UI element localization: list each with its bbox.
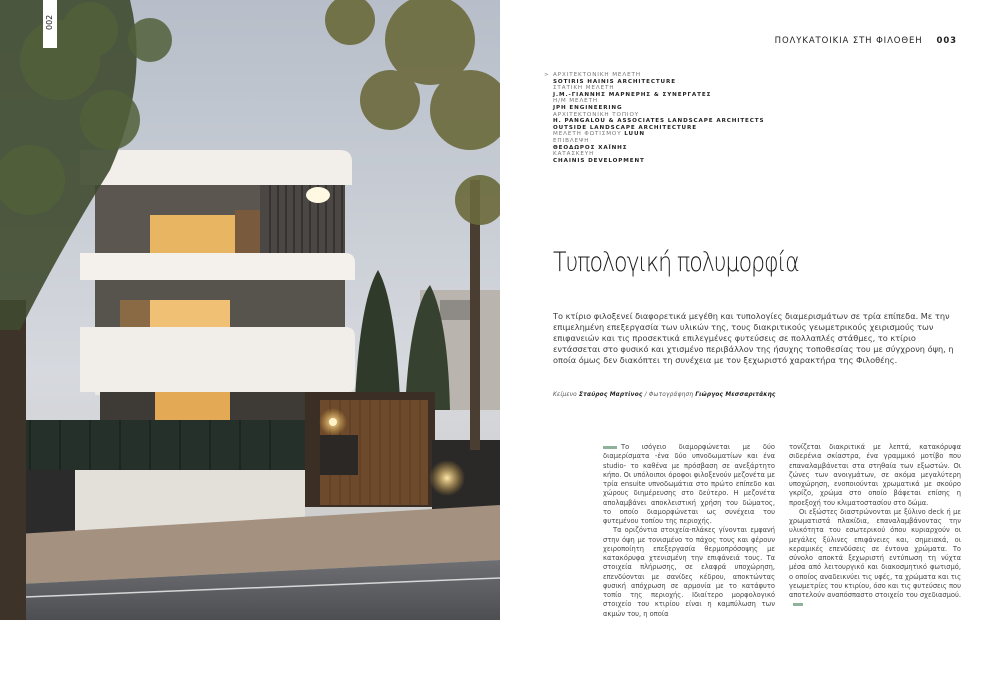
credit-name: SOTIRIS HAINIS ARCHITECTURE — [553, 78, 676, 85]
body-paragraph — [603, 443, 775, 526]
credit-name: LUUN — [624, 131, 645, 138]
building-photo-illustration — [0, 0, 500, 620]
left-page-number — [43, 0, 57, 48]
credit-name: J.M.-ΓΙΑΝΝΗΣ ΜΑΡΝΕΡΗΣ & ΣΥΝΕΡΓΑΤΕΣ — [553, 91, 712, 98]
credit-name: ΘΕΟΔΩΡΟΣ ΧΑΪΝΗΣ — [553, 144, 628, 151]
credit-name: CHAINIS DEVELOPMENT — [553, 157, 645, 164]
credit-role: ΚΑΤΑΣΚΕΥΗ — [553, 151, 595, 158]
lead-paragraph: Το κτίριο φιλοξενεί διαφορετικά μεγέθη και τυπολογίες διαμερισμάτων σε τρία επίπεδα. Με την επιμελημένη επεξεργασία των υλικών της, τους διακριτικούς γεωμετρικούς χειρισμούς των επιφανειών και τις προσεκτικά επιλεγμένες φυτεύσεις σε πολλαπλές στάθμες, το κτίριο εντάσσεται στο φυσικό και χτισμένο περιβάλλον της ήσυχης τοποθεσίας του με σύγχρονη όψη, η οποία όμως δεν διακόπτει τη συνέχεια με τον ξεχωριστό χαρακτήρα της Φιλοθέης. — [553, 311, 954, 365]
byline-photo-label: Φωτογράφηση — [648, 392, 694, 398]
end-mark-icon — [793, 603, 803, 606]
body-paragraph — [789, 508, 961, 610]
byline-photographer: Γιώργος Μεσσαριτάκης — [695, 392, 776, 398]
credit-name: H. PANGALOU & ASSOCIATES LANDSCAPE ARCHITECTS — [553, 118, 765, 125]
credit-role: ΑΡΧΙΤΕΚΤΟΝΙΚΗ ΤΟΠΙΟΥ — [553, 111, 640, 118]
body-column-1 — [603, 443, 775, 619]
accent-bar-icon — [603, 446, 617, 449]
left-page-number-text: 002 — [45, 14, 54, 30]
chevron-right-icon: > — [544, 72, 550, 78]
right-page-number: 003 — [936, 36, 957, 46]
article-title: Τυπολογική πολυμορφία — [553, 247, 799, 278]
credit-name: OUTSIDE LANDSCAPE ARCHITECTURE — [553, 124, 697, 131]
credit-role: ΕΠΙΒΛΕΨΗ — [553, 137, 590, 144]
body-paragraph-text: Το ισόγειο διαμορφώνεται με δύο διαμερίσματα -ένα δύο υπνοδωματίων και ένα studio- το καθένα με πρόσβαση σε ανεξάρτητο κήπο. Οι υπόλοιποι όροφοι φιλοξενούν μεζονέτα με τρία ensuite υπνοδωμάτια στο πρώτο επίπεδο και χώρους διημέρευσης στο δεύτερο. Η μεζονέτα απολαμβάνει αποκλειστική χρήση του δώματος, το οποίο διαμορφώνεται ως συνέχεια του φυτεμένου τοπίου της περιοχής. — [603, 443, 775, 525]
body-paragraph-text: Οι εξώστες διαστρώνονται με ξύλινο deck ή με χρωματιστά πλακίδια, επαναλαμβάνοντας την υλικότητα του εσωτερικού όπου κυριαρχούν οι μεγάλες ξύλινες επιφάνειες και, σημειακά, οι κεραμικές επενδύσεις σε έντονα χρώματα. Το σύνολο αποκτά ξεχωριστή εντύπωση τη νύχτα μέσα από λειτουργικό και διακοσμητικό φωτισμό, ο οποίος αναδεικνύει τις υφές, τα χρώματα και τις γεωμετρίες του κτιρίου, όσο και τις φυτεύσεις που αποτελούν αναπόσπαστο στοιχείο του σχεδιασμού. — [789, 507, 961, 599]
credit-role: ΣΤΑΤΙΚΗ ΜΕΛΕΤΗ — [553, 85, 615, 92]
byline-separator: / — [644, 392, 647, 398]
byline — [553, 392, 776, 398]
credit-role: Η/Μ ΜΕΛΕΤΗ — [553, 98, 599, 105]
body-paragraph: Τα οριζόντια στοιχεία-πλάκες γίνονται εμφανή στην όψη με τονισμένο το πάχος τους και φέρουν χειροποίητη επεξεργασία θερμοπρόσοψης με κατακόρυφα χτενισμένη την επιφάνειά τους. Τα στοιχεία πλήρωσης, σε ελαφρά υποχώρηση, επενδύονται με σανίδες κέδρου, αποκτώντας φυσική απόχρωση σε αρμονία με το κατάφυτο τοπίο της περιοχής. Ιδιαίτερο μορφολογικό στοιχείο του κτιρίου είναι η καμπύλωση των ακμών του, η οποία — [603, 526, 775, 618]
body-paragraph: τονίζεται διακριτικά με λεπτά, κατακόρυφα σιδερένια σκίαστρα, ένα γραμμικό μοτίβο που επαναλαμβάνεται στα στηθαία των εξωστών. Οι ζώνες των ανοιγμάτων, σε ακόμα μεγαλύτερη υποχώρηση, ενοποιούνται χρωματικά με σκούρο γκρίζο, χρώμα στο οποίο βάφεται επίσης η προεξοχή του κλιματοστασίου στο δώμα. — [789, 443, 961, 507]
building-photo — [0, 0, 500, 620]
section-title: ΠΟΛΥΚΑΤΟΙΚΙΑ ΣΤΗ ΦΙΛΟΘΕΗ — [774, 36, 923, 46]
running-head — [775, 36, 957, 46]
body-column-2 — [789, 443, 961, 610]
credit-role: ΜΕΛΕΤΗ ΦΩΤΙΣΜΟΥ — [553, 131, 622, 138]
credit-role: ΑΡΧΙΤΕΚΤΟΝΙΚΗ ΜΕΛΕΤΗ — [553, 72, 641, 78]
credit-name: JPH ENGINEERING — [553, 104, 623, 111]
project-credits — [545, 72, 845, 164]
byline-text-label: Κείμενο — [553, 392, 577, 398]
byline-author: Σταύρος Μαρτίνος — [578, 392, 643, 398]
